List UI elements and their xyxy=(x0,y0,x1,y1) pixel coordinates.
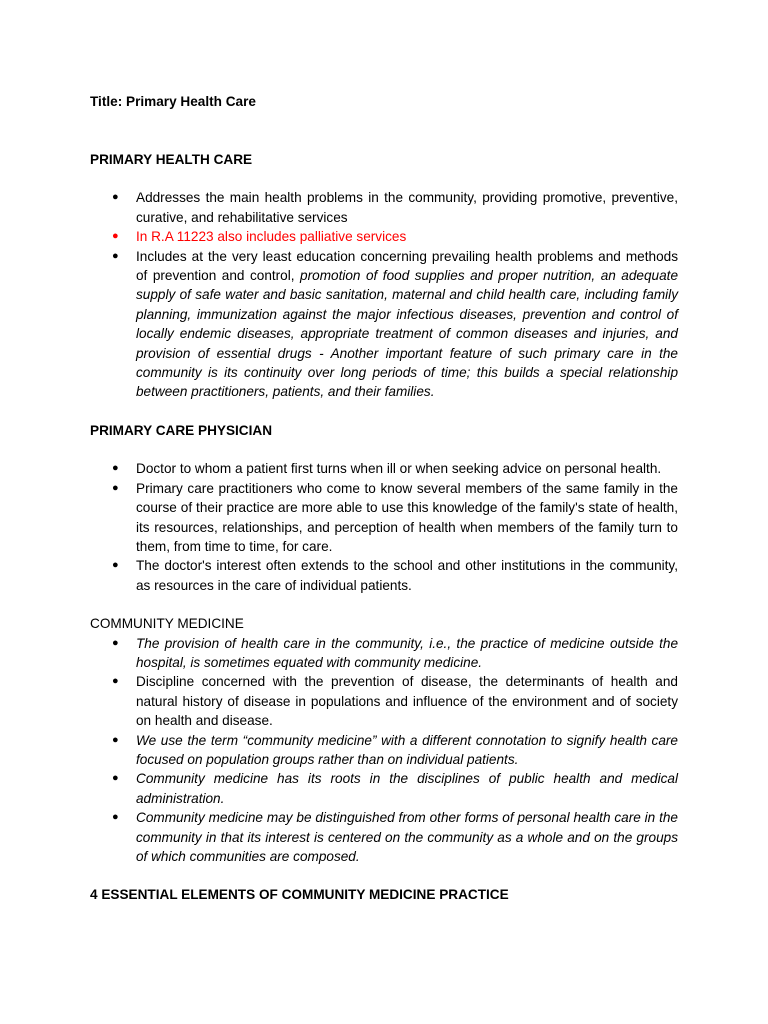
list-item-text: In R.A 11223 also includes palliative services xyxy=(136,229,407,245)
list-item xyxy=(90,769,678,808)
list-item xyxy=(90,479,678,557)
bullet-icon: ● xyxy=(112,230,119,243)
list-item xyxy=(90,731,678,770)
list-item-text: Doctor to whom a patient first turns when ill or when seeking advice on personal health. xyxy=(136,461,662,477)
bullet-icon: ● xyxy=(112,675,119,688)
bullet-icon: ● xyxy=(112,811,119,824)
list-item xyxy=(90,188,678,227)
bullet-icon: ● xyxy=(112,559,119,572)
bullet-icon: ● xyxy=(112,481,119,494)
bullet-icon: ● xyxy=(112,636,119,649)
list-item-text: Includes at the very least education concerning prevailing health problems and methods of prevention and control, xyxy=(136,248,678,284)
bullet-icon: ● xyxy=(112,462,119,475)
bullet-list-primary-health-care xyxy=(90,188,678,401)
list-item-text: Community medicine may be distinguished from other forms of personal health care in the community in that its interest is centered on the community as a whole and on the groups of which communities are composed. xyxy=(136,810,678,864)
bullet-list-primary-care-physician xyxy=(90,459,678,595)
list-item-text: We use the term “community medicine” with a different connotation to signify health care focused on population groups rather than on individual patients. xyxy=(136,732,678,767)
list-item-text: The provision of health care in the community, i.e., the practice of medicine outside the hospital, is sometimes equated with community medicine. xyxy=(136,635,678,670)
list-item-text: Primary care practitioners who come to know several members of the same family in the course of their practice are more able to use this knowledge of the family's state of health, its resources, relationships, and perception of health when members of the family turn to them, from time to time, for care. xyxy=(136,480,678,554)
list-item-text: The doctor's interest often extends to the school and other institutions in the community, as resources in the care of individual patients. xyxy=(136,558,678,593)
section-heading-community-medicine: COMMUNITY MEDICINE xyxy=(90,616,244,632)
section-heading-essential-elements: 4 ESSENTIAL ELEMENTS OF COMMUNITY MEDICINE PRACTICE xyxy=(90,887,509,903)
list-item xyxy=(90,634,678,673)
list-item xyxy=(90,459,678,478)
list-item-text: Discipline concerned with the prevention of disease, the determinants of health and natural history of disease in populations and influence of the environment and of society on health and disease. xyxy=(136,674,678,729)
list-item-text: Addresses the main health problems in the community, providing promotive, preventive, curative, and rehabilitative services xyxy=(136,190,678,225)
section-heading-primary-health-care: PRIMARY HEALTH CARE xyxy=(90,152,253,167)
section-heading-primary-care-physician: PRIMARY CARE PHYSICIAN xyxy=(90,422,273,438)
document-title: Title: Primary Health Care xyxy=(90,94,256,109)
bullet-icon: ● xyxy=(112,191,119,204)
list-item xyxy=(90,556,678,595)
bullet-icon: ● xyxy=(112,249,119,262)
bullet-list-community-medicine xyxy=(90,634,678,867)
list-item-highlighted xyxy=(90,227,678,246)
list-item xyxy=(90,672,678,730)
list-item xyxy=(90,808,678,866)
list-item-text: Community medicine has its roots in the disciplines of public health and medical administration. xyxy=(136,771,678,806)
bullet-icon: ● xyxy=(112,733,119,746)
list-item xyxy=(90,247,678,402)
document-page xyxy=(90,92,678,905)
list-item-italic-text: promotion of food supplies and proper nutrition, an adequate supply of safe water and basic sanitation, maternal and child health care, including family planning, immunization against the major infectious diseases, prevention and control of locally endemic diseases, appropriate treatment of common diseases and injuries, and provision of essential drugs - Another important feature of such primary care in the community is its continuity over long periods of time; this builds a special relationship between practitioners, patients, and their families. xyxy=(136,268,679,400)
bullet-icon: ● xyxy=(112,772,119,785)
